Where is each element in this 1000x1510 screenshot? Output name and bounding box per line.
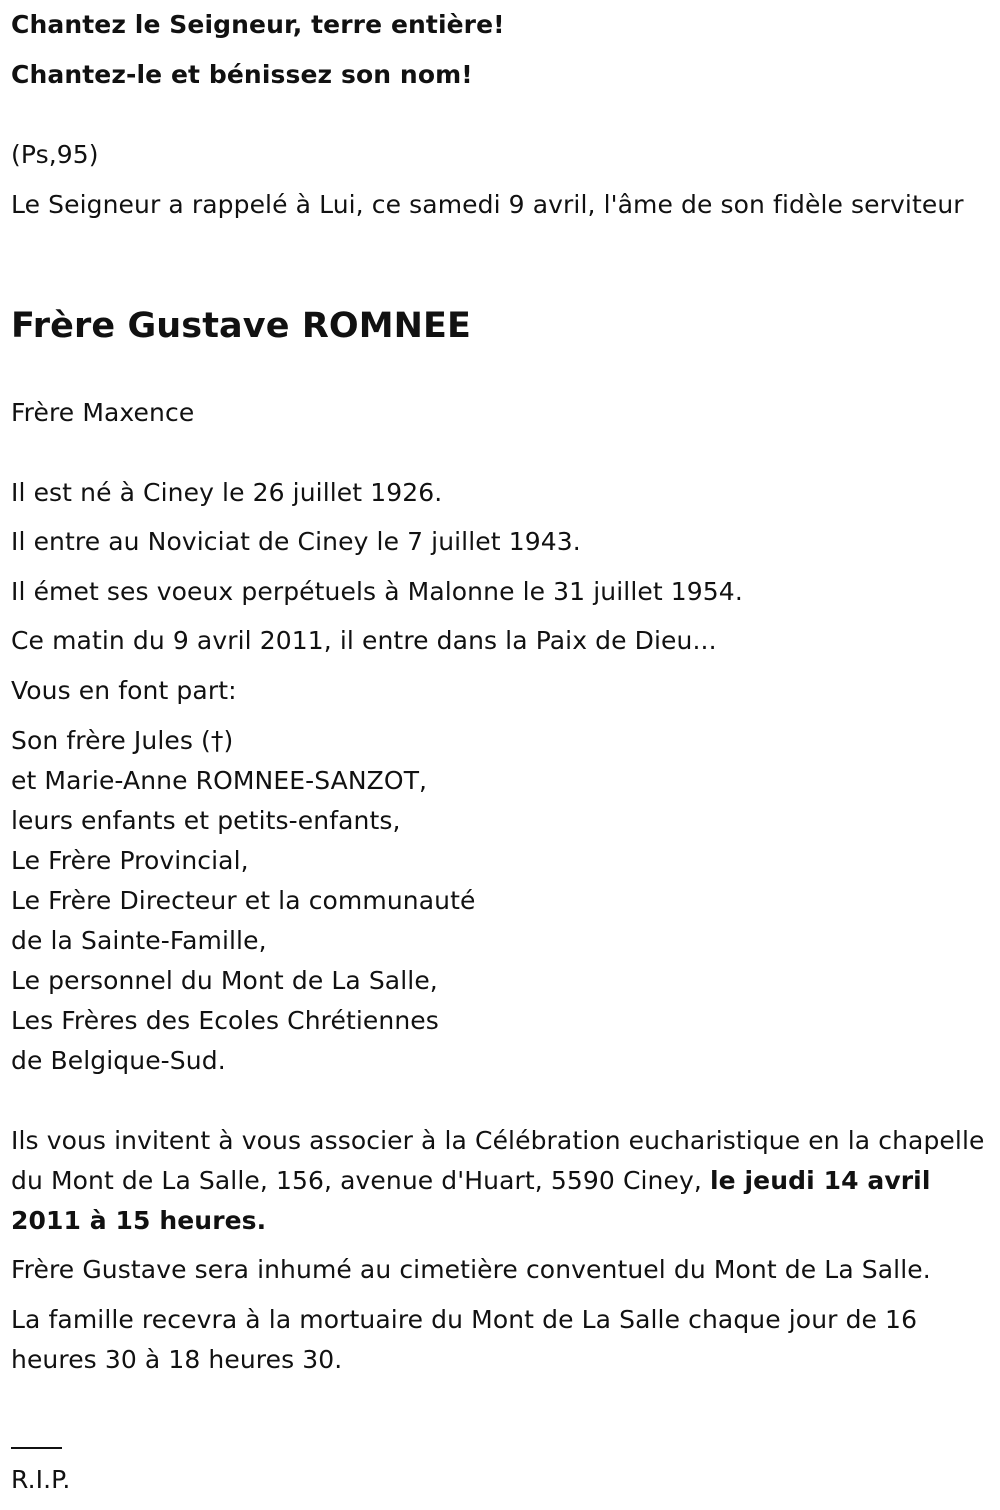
family-line: de Belgique-Sud. (11, 1046, 226, 1075)
invitation-text: Ils vous invitent à vous associer à la Célébration eucharistique en la chapelle du Mont de La Salle, 156, avenue d'Huart, 5590 Ciney, (11, 1126, 985, 1195)
psalm-line-1: Chantez le Seigneur, terre entière! (11, 10, 505, 39)
family-line: Le Frère Directeur et la communauté (11, 886, 476, 915)
family-line: et Marie-Anne ROMNEE-SANZOT, (11, 766, 428, 795)
religious-name: Frère Maxence (11, 398, 195, 427)
invitation-paragraph (11, 1121, 991, 1241)
closing-text: R.I.P. (11, 1465, 71, 1494)
burial-text: Frère Gustave sera inhumé au cimetière conventuel du Mont de La Salle. (11, 1255, 931, 1284)
bio-novitiate: Il entre au Noviciat de Ciney le 7 juillet 1943. (11, 527, 581, 556)
bio-death: Ce matin du 9 avril 2011, il entre dans la Paix de Dieu... (11, 626, 717, 655)
closing-divider (11, 1447, 62, 1449)
family-line: de la Sainte-Famille, (11, 926, 267, 955)
announcement-intro: Vous en font part: (11, 676, 237, 705)
family-line: Le Frère Provincial, (11, 846, 249, 875)
deceased-name: Frère Gustave ROMNEE (11, 306, 472, 346)
family-line: leurs enfants et petits-enfants, (11, 806, 401, 835)
bio-vows: Il émet ses voeux perpétuels à Malonne le 31 juillet 1954. (11, 577, 743, 606)
family-line: Le personnel du Mont de La Salle, (11, 966, 438, 995)
visitation-text: La famille recevra à la mortuaire du Mont de La Salle chaque jour de 16 heures 30 à 18 heures 30. (11, 1305, 918, 1374)
psalm-reference: (Ps,95) (11, 140, 99, 169)
family-line: Son frère Jules (†) (11, 726, 234, 755)
intro-text: Le Seigneur a rappelé à Lui, ce samedi 9 avril, l'âme de son fidèle serviteur (11, 190, 964, 219)
ceremony-datetime: le jeudi 14 avril 2011 à 15 heures. (11, 1166, 931, 1235)
bio-birth: Il est né à Ciney le 26 juillet 1926. (11, 478, 443, 507)
psalm-line-2: Chantez-le et bénissez son nom! (11, 60, 473, 89)
family-line: Les Frères des Ecoles Chrétiennes (11, 1006, 439, 1035)
